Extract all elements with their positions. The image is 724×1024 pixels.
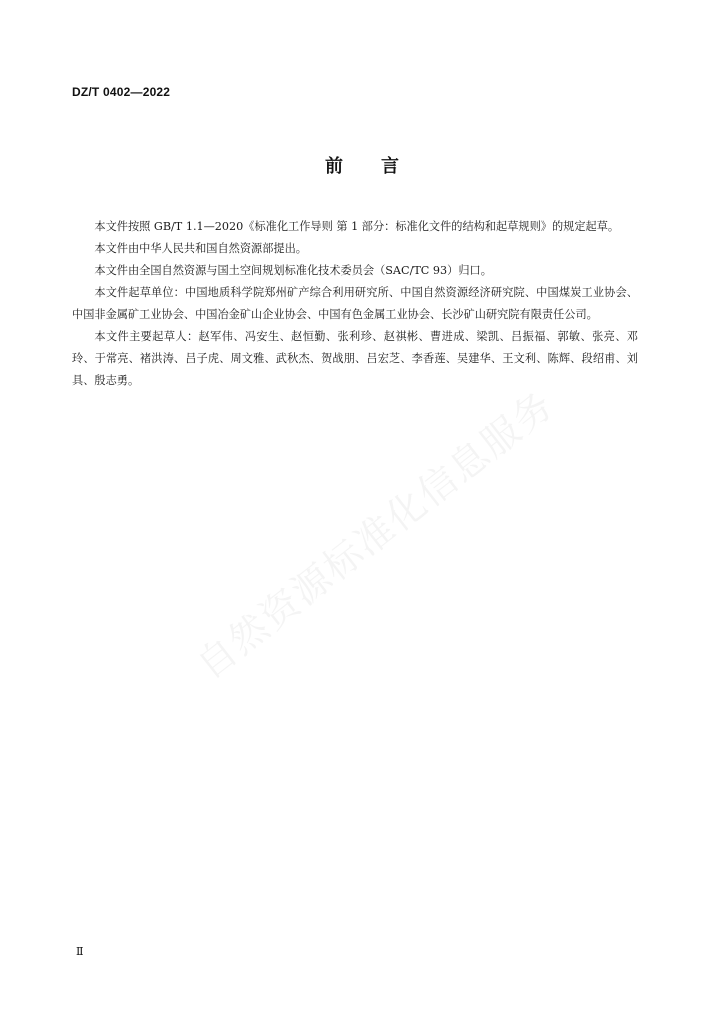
paragraph-proposer: 本文件由中华人民共和国自然资源部提出。 (94, 242, 307, 255)
foreword-body (72, 216, 638, 392)
watermark-text: 自然资源标准化信息服务 (188, 382, 563, 688)
document-code: DZ/T 0402—2022 (72, 85, 171, 99)
paragraph-committee: 本文件由全国自然资源与国土空间规划标准化技术委员会（SAC/TC 93）归口。 (94, 264, 492, 277)
section-title: 前言 (325, 156, 437, 177)
page-number: Ⅱ (76, 945, 84, 958)
paragraph-drafting-units: 本文件起草单位：中国地质科学院郑州矿产综合利用研究所、中国自然资源经济研究院、中国煤炭工业协会、中国非金属矿工业协会、中国冶金矿山企业协会、中国有色金属工业协会、长沙矿山研究院有限责任公司。 (72, 286, 638, 321)
paragraph-drafters: 本文件主要起草人：赵军伟、冯安生、赵恒勤、张利珍、赵祺彬、曹进成、梁凯、吕振福、郭敏、张亮、邓玲、于常亮、褚洪涛、吕子虎、周文雅、武秋杰、贺战朋、吕宏芝、李香莲、吴建华、王文利、陈辉、段绍甫、刘具、殷志勇。 (72, 330, 638, 387)
paragraph-drafting-rules: 本文件按照 GB/T 1.1—2020《标准化工作导则 第 1 部分：标准化文件的结构和起草规则》的规定起草。 (94, 220, 620, 233)
